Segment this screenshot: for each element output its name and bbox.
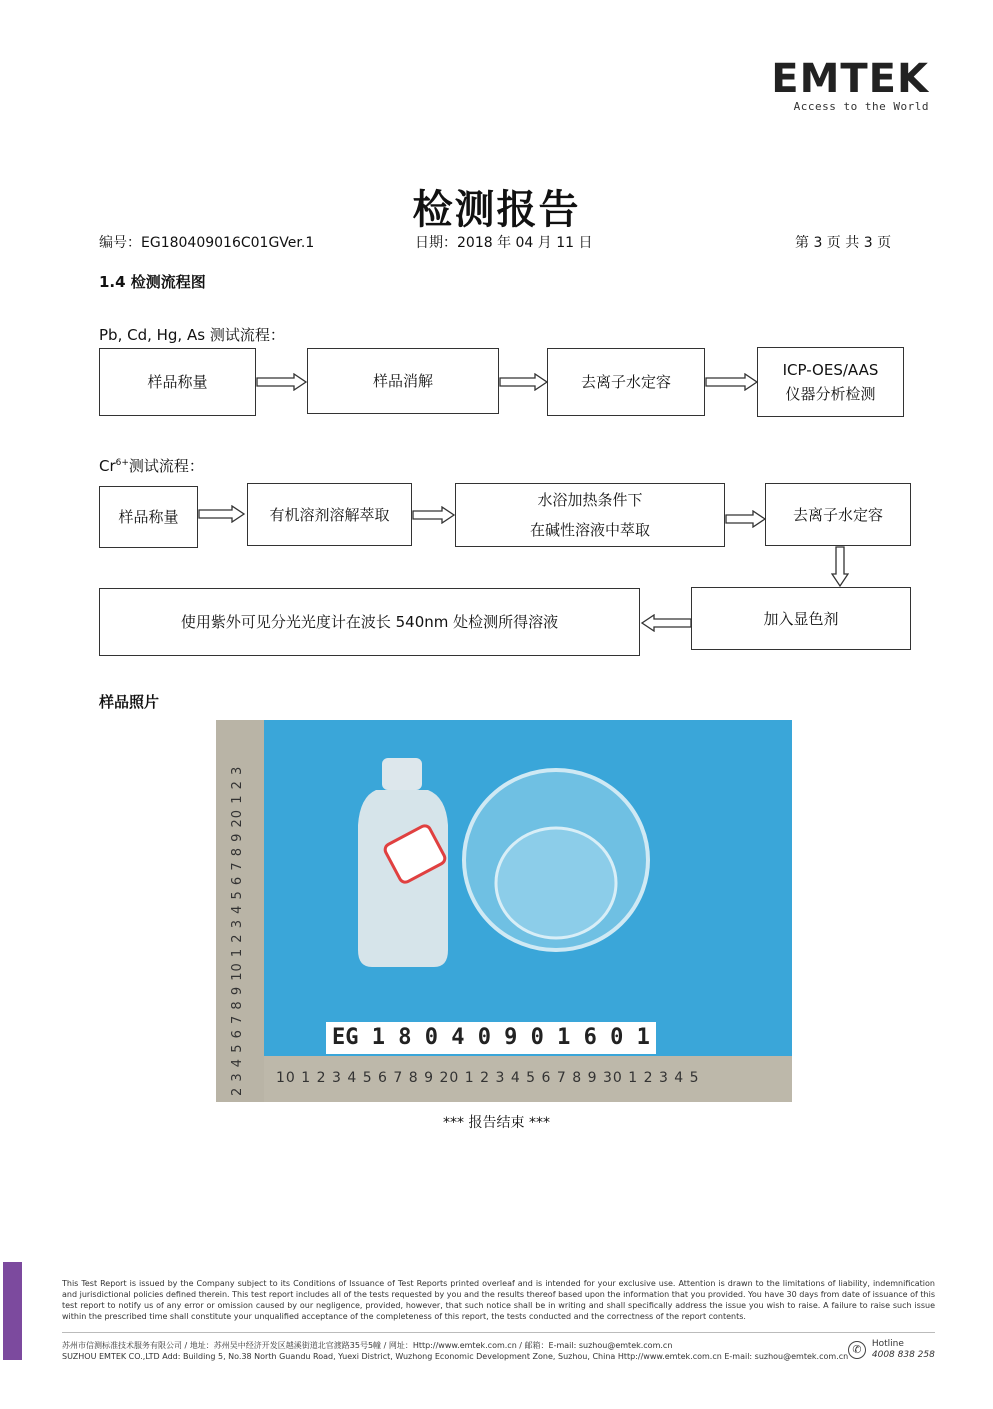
report-title: 检测报告 <box>412 186 581 233</box>
footer-hotline <box>848 1339 935 1361</box>
footer-address-cn: 苏州市信测标准技术服务有限公司 / 地址：苏州吴中经济开发区越溪街道北官渡路35号5幢 / 网址：Http://www.emtek.com.cn / 邮箱：E-mail: suzhou@emtek.com.cn <box>62 1341 673 1350</box>
footer-address <box>62 1340 848 1362</box>
ruler-bottom-ticks: 10 1 2 3 4 5 6 7 8 9 20 1 2 3 4 5 6 7 8 9 30 1 2 3 4 5 <box>276 1070 700 1086</box>
flow1-step-dilute-text: 去离子水定容 <box>580 373 671 391</box>
flow2-step-extract-text: 有机溶剂溶解萃取 <box>269 505 390 524</box>
flow1-step-weigh <box>99 348 256 416</box>
flow1-label: Pb, Cd, Hg, As 测试流程： <box>99 326 285 344</box>
flow2-step-uv <box>99 588 640 656</box>
flow2-step-extract <box>247 483 412 546</box>
accent-bar <box>3 1262 22 1360</box>
sample-id-label: EG 1 8 0 4 0 9 0 1 6 0 1 <box>326 1022 656 1054</box>
footer-address-en: SUZHOU EMTEK CO.,LTD Add: Building 5, No.38 North Guandu Road, Yuexi District, Wuzhong Economic Development Zone, Suzhou, China Http://www.emtek.com.cn E-mail: suzhou@emtek.com.cn <box>62 1352 849 1361</box>
bottle-image <box>354 755 454 970</box>
arrow-right-icon <box>499 373 549 391</box>
cup-image <box>460 765 655 960</box>
arrow-down-icon <box>831 546 849 588</box>
flow1-step-dilute <box>547 348 705 416</box>
photo-section-title: 样品照片 <box>99 693 160 711</box>
flow2-step-reagent-text: 加入显色剂 <box>763 609 839 628</box>
flow1-step-digest <box>307 348 499 414</box>
arrow-right-icon <box>256 373 308 391</box>
flow2-step-dilute <box>765 483 911 546</box>
flow2-step-heat-line1: 水浴加热条件下 <box>537 491 643 509</box>
hotline-label: Hotline <box>871 1339 904 1349</box>
flow1-step-icp <box>757 347 904 417</box>
flow2-step-weigh <box>99 486 198 548</box>
flow1-step-icp-line2: 仪器分析检测 <box>785 385 876 403</box>
flow2-label-suffix: 测试流程： <box>128 457 204 475</box>
report-number: 编号：EG180409016C01GVer.1 <box>99 235 315 251</box>
ruler-left <box>216 720 264 1102</box>
section-title: 1.4 检测流程图 <box>99 273 206 291</box>
arrow-right-icon <box>198 505 246 523</box>
flow2-step-heat <box>455 483 725 547</box>
arrow-right-icon <box>725 510 767 528</box>
ruler-bottom <box>264 1056 792 1102</box>
arrow-right-icon <box>705 373 759 391</box>
logo-tagline: Access to the World <box>793 100 929 113</box>
arrow-right-icon <box>412 506 456 524</box>
flow2-step-uv-text: 使用紫外可见分光光度计在波长 540nm 处检测所得溶液 <box>180 613 559 631</box>
flow2-step-heat-line2: 在碱性溶液中萃取 <box>529 521 650 539</box>
flow2-label-prefix: Cr <box>99 457 116 475</box>
flow2-label <box>99 455 204 476</box>
emtek-logo <box>771 58 929 113</box>
page-number: 第 3 页 共 3 页 <box>795 235 892 251</box>
arrow-left-icon <box>640 614 692 632</box>
flow1-step-icp-line1: ICP-OES/AAS <box>782 361 879 379</box>
flow1-step-digest-text: 样品消解 <box>372 372 433 390</box>
report-date: 日期：2018 年 04 月 11 日 <box>415 235 593 251</box>
footer-disclaimer: This Test Report is issued by the Company subject to its Conditions of Issuance of Test Reports printed overleaf and is intended for your exclusive use. Attention is drawn to the limitations of liability, indemnification and jurisdictional policies defined therein. This test report includes all of the tests requested by you and the results thereof based upon the information that you provided. You have 30 days from date of issuance of this test report to notify us of any error or omission caused by our negligence, provided, however, that such notice shall be in writing and shall specifically address the issue you wish to raise. A failure to raise such issue within the prescribed time shall constitute your unqualified acceptance of the completeness of this report, the tests conducted and the correctness of the report contents. <box>62 1279 935 1321</box>
phone-icon: ✆ <box>848 1341 866 1359</box>
footer-divider <box>62 1332 935 1333</box>
flow2-step-dilute-text: 去离子水定容 <box>792 505 883 524</box>
logo-text: EMTEK <box>771 56 929 102</box>
flow2-label-sup: 6+ <box>115 458 129 468</box>
flow2-step-reagent <box>691 587 911 650</box>
hotline-number: 4008 838 258 <box>871 1350 935 1360</box>
sample-photo <box>216 720 792 1102</box>
flow2-step-weigh-text: 样品称量 <box>118 508 179 526</box>
flow1-step-weigh-text: 样品称量 <box>147 373 208 391</box>
end-of-report: *** 报告结束 *** <box>443 1115 550 1131</box>
ruler-left-ticks: 2 3 4 5 6 7 8 9 10 1 2 3 4 5 6 7 8 9 20 1 2 3 <box>230 765 245 1096</box>
